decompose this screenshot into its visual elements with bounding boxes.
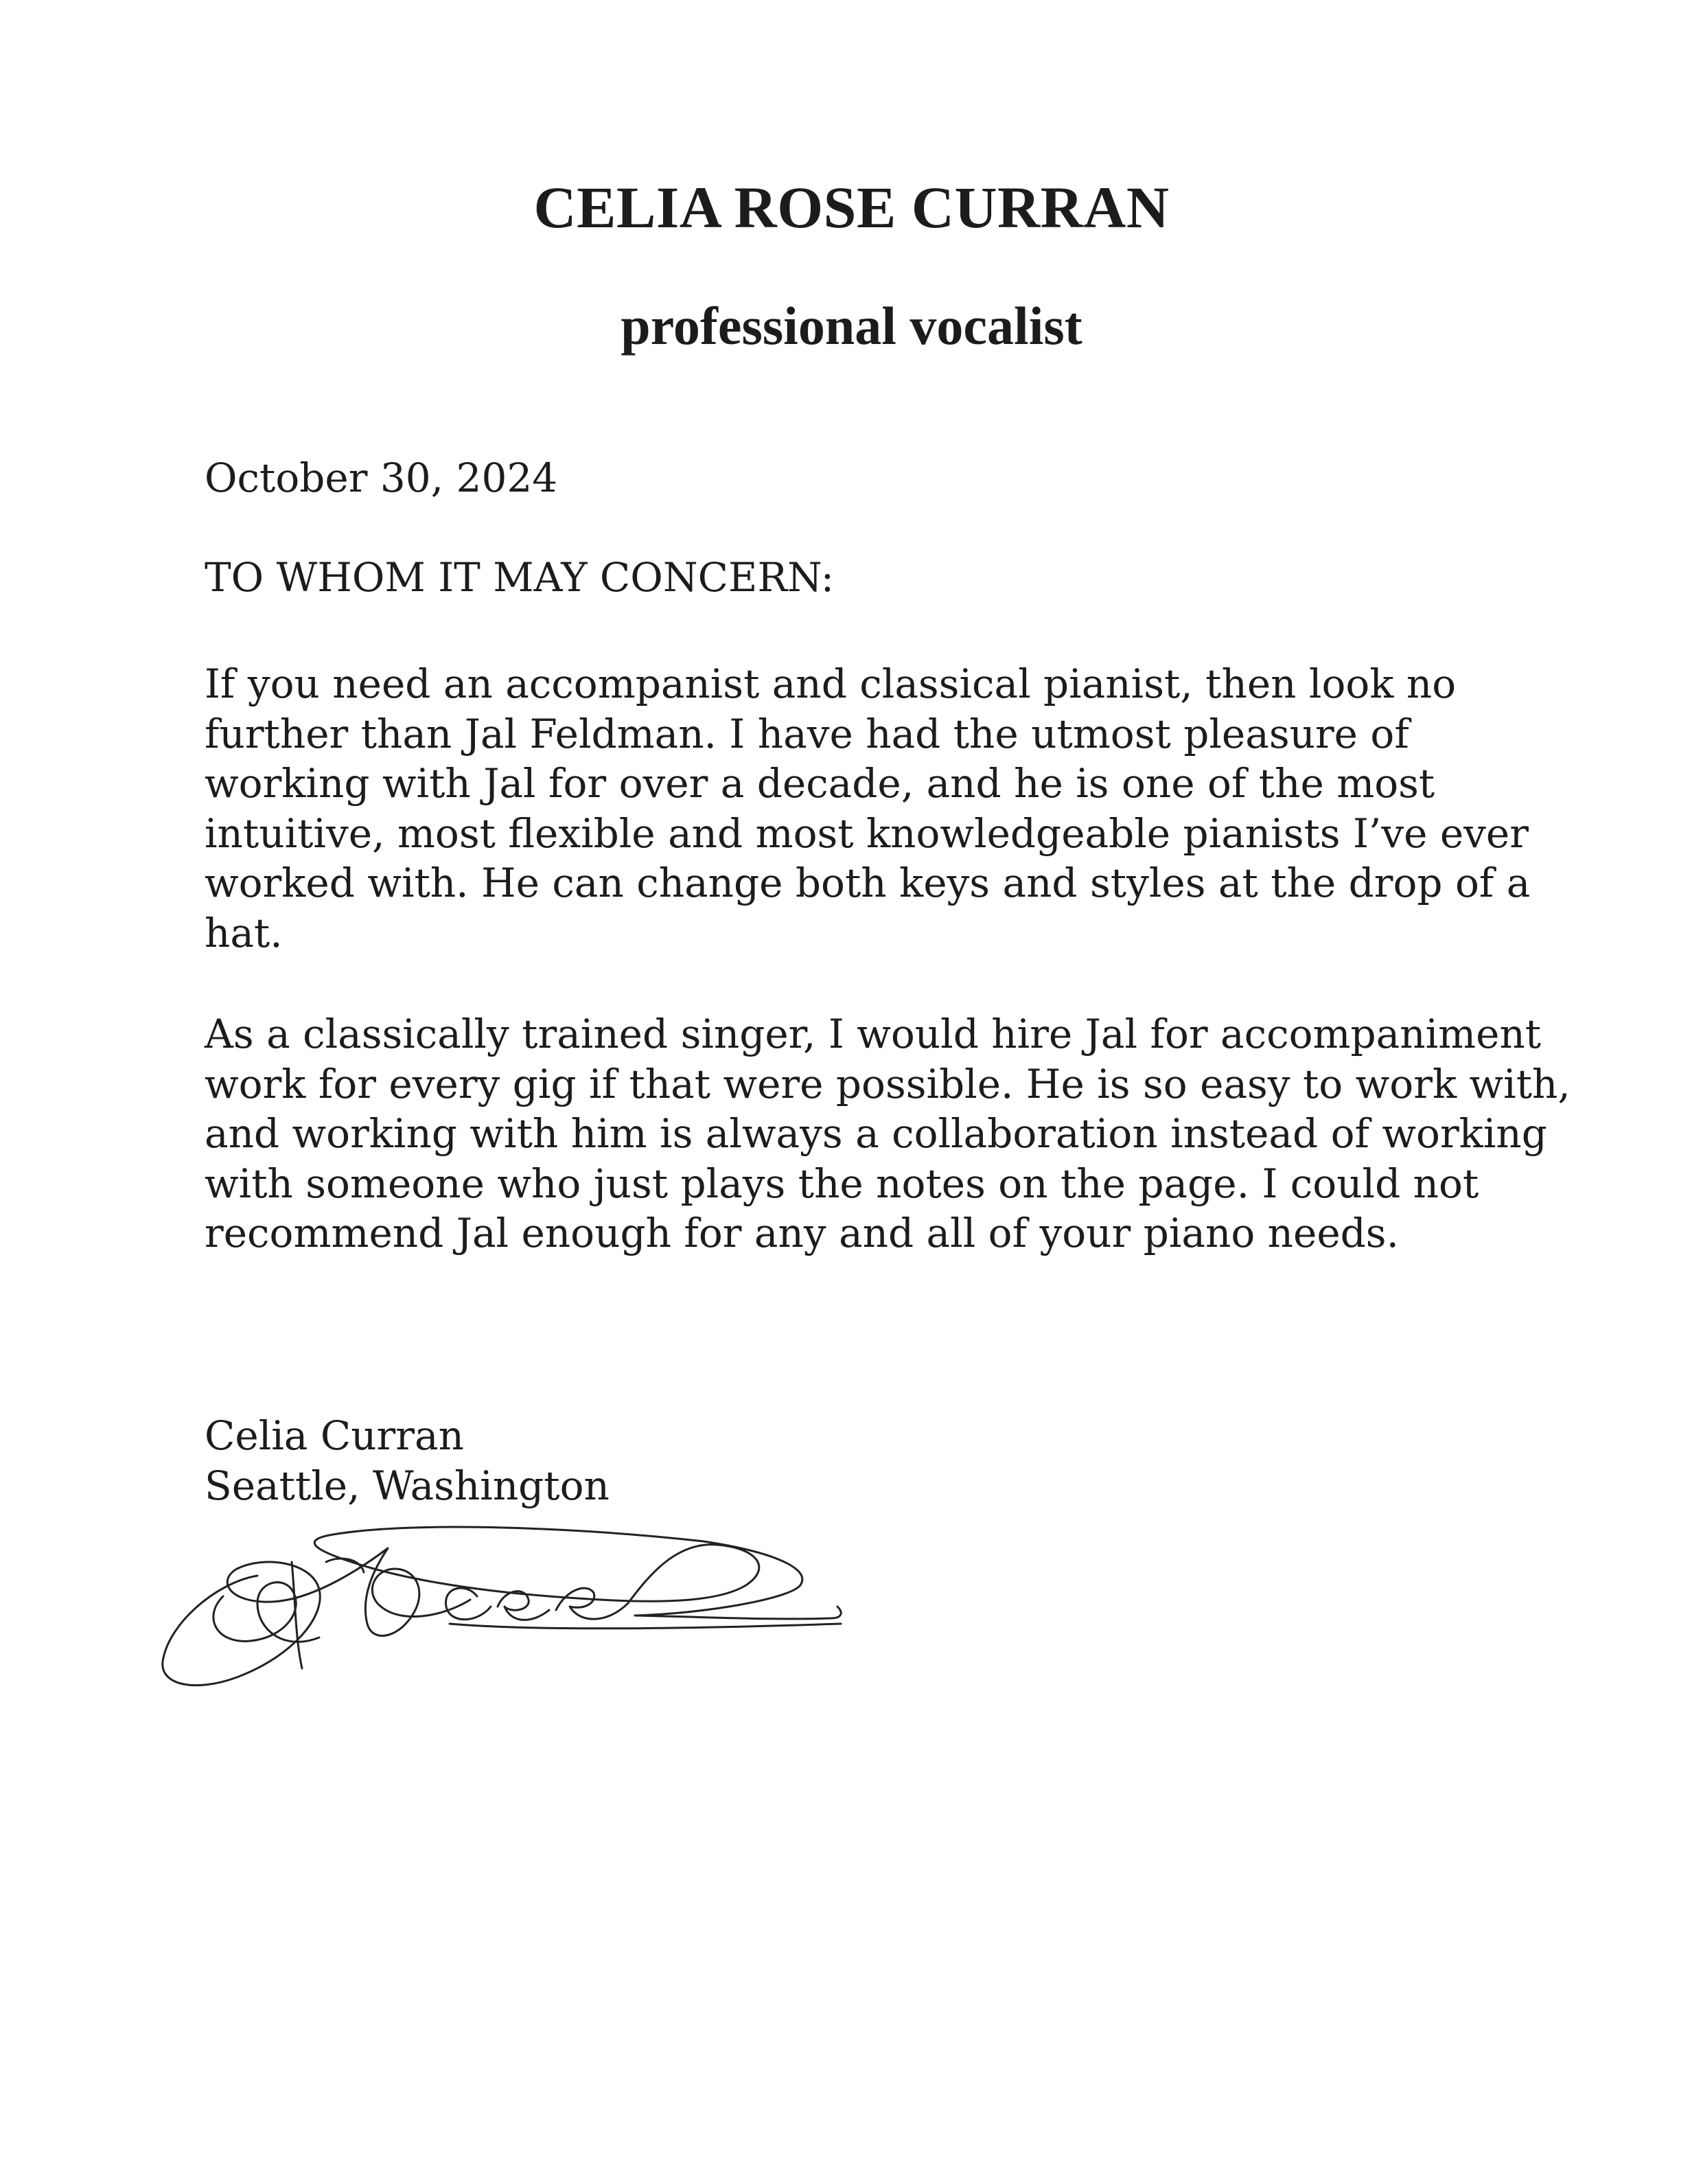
paragraph-line: working with Jal for over a decade, and he is one of the most [205, 760, 1435, 807]
paragraph-line: hat. [205, 909, 283, 956]
body-paragraph-2 [205, 1009, 1571, 1258]
signer-name: Celia Curran [205, 1412, 464, 1459]
paragraph-line: worked with. He can change both keys and styles at the drop of a [205, 860, 1531, 906]
letter-salutation: TO WHOM IT MAY CONCERN: [205, 554, 835, 601]
paragraph-line: work for every gig if that were possible. He is so easy to work with, [205, 1060, 1571, 1107]
signer-location: Seattle, Washington [205, 1462, 610, 1509]
paragraph-line: As a classically trained singer, I would hire Jal for accompaniment [205, 1011, 1542, 1057]
paragraph-line: further than Jal Feldman. I have had the utmost pleasure of [205, 710, 1409, 757]
signature-block [205, 1411, 1550, 1510]
letterhead-title: professional vocalist [621, 296, 1082, 356]
paragraph-line: with someone who just plays the notes on the page. I could not [205, 1160, 1479, 1207]
handwritten-signature [154, 1521, 875, 1699]
paragraph-line: If you need an accompanist and classical pianist, then look no [205, 660, 1457, 707]
letterhead-name: CELIA ROSE CURRAN [533, 174, 1170, 240]
paragraph-line: recommend Jal enough for any and all of your piano needs. [205, 1210, 1399, 1256]
letter-date: October 30, 2024 [205, 455, 558, 501]
paragraph-line: and working with him is always a collaboration instead of working [205, 1110, 1547, 1157]
paragraph-line: intuitive, most flexible and most knowledgeable pianists I’ve ever [205, 809, 1529, 857]
body-paragraph-1 [205, 659, 1550, 958]
